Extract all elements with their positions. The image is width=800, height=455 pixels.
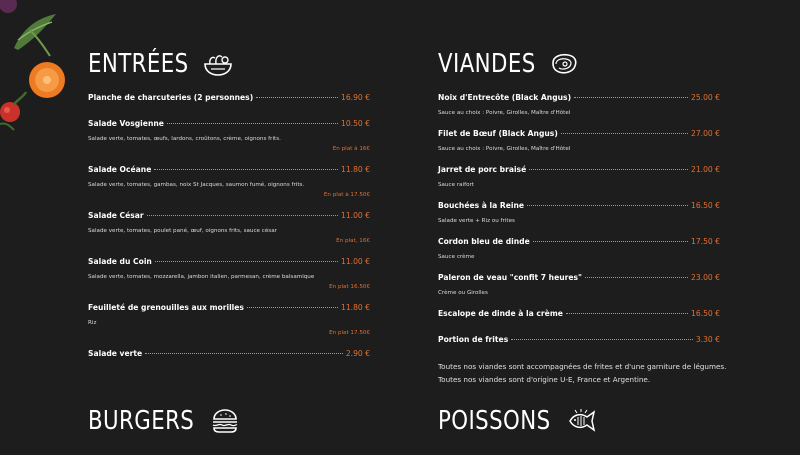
item-name: Salade Océane bbox=[88, 165, 152, 174]
leader-dots bbox=[256, 97, 338, 98]
menu-item bbox=[438, 129, 720, 153]
item-main-course-price: En plat 16.50€ bbox=[329, 284, 370, 290]
menu-item bbox=[438, 335, 720, 349]
steak-icon bbox=[549, 51, 579, 77]
vegetables-decoration-icon bbox=[0, 0, 70, 140]
entrees-section bbox=[88, 46, 370, 375]
poissons-title: POISSONS bbox=[438, 406, 551, 436]
viandes-section bbox=[438, 46, 727, 386]
menu-item bbox=[88, 165, 370, 199]
leader-dots bbox=[533, 241, 688, 242]
leader-dots bbox=[155, 261, 338, 262]
item-price: 17.50 € bbox=[691, 237, 720, 246]
leader-dots bbox=[247, 307, 338, 308]
item-main-course-price: En plat à 17.50€ bbox=[323, 192, 370, 198]
item-description: Sauce au choix : Poivre, Girolles, Maître d'Hôtel bbox=[438, 146, 571, 152]
menu-item bbox=[88, 303, 370, 337]
entrees-title: ENTRÉES bbox=[88, 49, 189, 79]
leader-dots bbox=[154, 169, 338, 170]
item-name: Filet de Bœuf (Black Angus) bbox=[438, 129, 558, 138]
item-description: Salade verte, tomates, poulet pané, œuf, oignons frits, sauce césar bbox=[88, 228, 277, 234]
item-price: 11.00 € bbox=[341, 257, 370, 266]
leader-dots bbox=[527, 205, 688, 206]
leader-dots bbox=[574, 97, 688, 98]
viandes-title: VIANDES bbox=[438, 49, 536, 79]
leader-dots bbox=[167, 123, 338, 124]
menu-item bbox=[438, 237, 720, 261]
menu-item bbox=[438, 309, 720, 323]
item-price: 16.50 € bbox=[691, 309, 720, 318]
menu-item bbox=[88, 257, 370, 291]
menu-item bbox=[438, 273, 720, 297]
menu-item bbox=[438, 93, 720, 117]
leader-dots bbox=[145, 353, 343, 354]
item-main-course-price: En plat 17.50€ bbox=[329, 330, 370, 336]
burgers-title: BURGERS bbox=[88, 406, 195, 436]
item-main-course-price: En plat, 16€ bbox=[336, 238, 370, 244]
item-price: 11.80 € bbox=[341, 303, 370, 312]
leader-dots bbox=[566, 313, 688, 314]
item-main-course-price: En plat à 16€ bbox=[332, 146, 370, 152]
menu-item bbox=[438, 165, 720, 189]
menu-item bbox=[88, 119, 370, 153]
item-name: Jarret de porc braisé bbox=[438, 165, 527, 174]
viandes-note-garnish: Toutes nos viandes sont accompagnées de frites et d'une garniture de légumes. bbox=[438, 362, 727, 371]
leader-dots bbox=[561, 133, 688, 134]
item-price: 27.00 € bbox=[691, 129, 720, 138]
item-price: 10.50 € bbox=[341, 119, 370, 128]
item-price: 16.90 € bbox=[341, 93, 370, 102]
item-price: 11.00 € bbox=[341, 211, 370, 220]
item-description: Salade verte, tomates, mozzarella, jambon italien, parmesan, crème balsamique bbox=[88, 274, 315, 280]
item-price: 16.50 € bbox=[691, 201, 720, 210]
fish-icon bbox=[567, 408, 597, 434]
item-name: Noix d'Entrecôte (Black Angus) bbox=[438, 93, 572, 102]
item-name: Planche de charcuteries (2 personnes) bbox=[88, 93, 254, 102]
item-name: Escalope de dinde à la crème bbox=[438, 309, 563, 318]
menu-item bbox=[438, 201, 720, 225]
item-description: Sauce crème bbox=[438, 254, 475, 260]
item-price: 2.90 € bbox=[345, 349, 370, 358]
leader-dots bbox=[529, 169, 688, 170]
leader-dots bbox=[585, 277, 688, 278]
viandes-note bbox=[438, 361, 728, 386]
item-name: Salade Vosgienne bbox=[88, 119, 164, 128]
item-name: Paleron de veau "confit 7 heures" bbox=[438, 273, 582, 282]
item-price: 3.30 € bbox=[695, 335, 720, 344]
item-name: Bouchées à la Reine bbox=[438, 201, 525, 210]
item-price: 25.00 € bbox=[691, 93, 720, 102]
menu-item bbox=[88, 349, 370, 363]
item-description: Salade verte, tomates, gambas, noix St Jacques, saumon fumé, oignons frits. bbox=[88, 182, 305, 188]
menu-item bbox=[88, 93, 370, 107]
poissons-section-header bbox=[438, 406, 597, 436]
leader-dots bbox=[511, 339, 693, 340]
item-name: Cordon bleu de dinde bbox=[438, 237, 530, 246]
viandes-note-origin: Toutes nos viandes sont d'origine U-E, France et Argentine. bbox=[438, 374, 651, 384]
item-description: Salade verte + Riz ou frites bbox=[438, 218, 515, 224]
item-name: Portion de frites bbox=[438, 335, 509, 344]
item-description: Sauce au choix : Poivre, Girolles, Maître d'Hôtel bbox=[438, 110, 571, 116]
item-price: 23.00 € bbox=[691, 273, 720, 282]
item-name: Salade César bbox=[88, 211, 144, 220]
menu-item bbox=[88, 211, 370, 245]
item-description: Salade verte, tomates, œufs, lardons, croûtons, crème, oignons frits. bbox=[88, 136, 281, 142]
item-price: 11.80 € bbox=[341, 165, 370, 174]
item-name: Salade verte bbox=[88, 349, 143, 358]
item-price: 21.00 € bbox=[691, 165, 720, 174]
item-description: Riz bbox=[88, 320, 97, 326]
salad-bowl-icon bbox=[203, 51, 233, 77]
burger-icon bbox=[210, 408, 240, 434]
item-description: Crème ou Girolles bbox=[438, 290, 488, 296]
leader-dots bbox=[147, 215, 338, 216]
item-name: Salade du Coin bbox=[88, 257, 152, 266]
item-name: Feuilleté de grenouilles aux morilles bbox=[88, 303, 244, 312]
item-description: Sauce raifort bbox=[438, 182, 474, 188]
burgers-section-header bbox=[88, 406, 240, 436]
